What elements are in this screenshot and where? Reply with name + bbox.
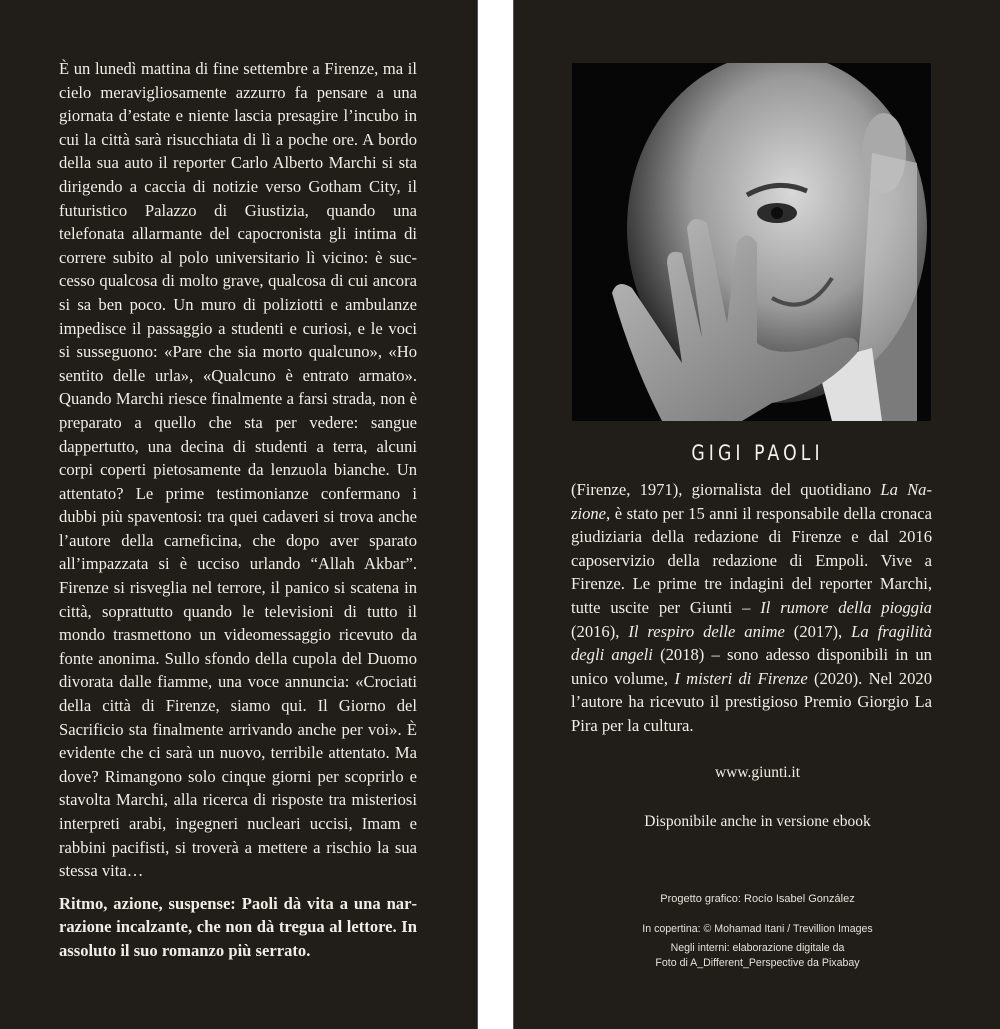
bio-title-la-nazione: La Nazione	[571, 480, 932, 523]
author-name: GIGI PAOLI	[691, 441, 824, 465]
synopsis-tagline: Ritmo, azione, suspense: Paoli dà vita a una narrazione incalzante, che non dà tregua al lettore. In assoluto il suo romanzo più serrato.	[59, 893, 417, 960]
author-bio	[571, 478, 932, 738]
ebook-availability-note: Disponibile anche in versione ebook	[644, 813, 871, 830]
synopsis-text-block	[59, 57, 417, 963]
flap-panel	[513, 0, 1000, 1029]
synopsis-paragraph: È un lunedì mattina di fine settembre a Firenze, ma il cielo meravigliosamente azzurro fa pensare a una giornata d’estate e niente lascia presagire l’incubo in cui la città sarà risucchiata di lì a poche ore. A bordo della sua auto il reporter Carlo Alberto Marchi si sta dirigendo a caccia di notizie verso Gotham City, il futuristico Palazzo di Giustizia, quando una telefonata allarmante del capocronista gli intima di correre subito al polo universitario lì vicino: è successo qualcosa di molto grave, qualcosa di cui ancora si sa ben poco. Un muro di poliziotti e ambulanze impedisce il passaggio a studenti e curiosi, e le voci si susseguono: «Pare che sia morto qualcuno», «Ho sentito delle urla», «Qualcuno è entrato armato». Quando Marchi riesce finalmente a farsi strada, non è preparato a quello che sta per vedere: sangue dappertutto, una decina di studenti a terra, alcuni corpi coperti pietosamente da lenzuola bianche. Un attentato? Le prime testimonianze confermano i dubbi più spaventosi: tra quei cadaveri si trova anche l’autore della carneficina, che dopo aver sparato all’impazzata si è ucciso urlando “Allah Akbar”. Firenze si risveglia nel terrore, il panico si scatena in città, soprattutto quando le televisioni di tutto il mondo trasmettono un videomessaggio ricevuto da fonte anonima. Sullo sfondo della cupola del Duomo divorata dalle fiamme, una voce annuncia: «Crociati della città di Firenze, siamo qui. Il Giorno del Sacrificio sta finalmente arrivando anche per voi». È evidente che ci sarà un nuovo, terribile attentato. Ma dove? Rimangono solo cinque giorni per scoprirlo e stavolta Marchi, alla ricerca di risposte tra misteriosi interpreti arabi, ingegneri nucleari uccisi, Imam e rabbini pacifisti, si troverà a mettere a rischio la sua stessa vita…	[59, 59, 417, 881]
bio-text: (2018) – sono adesso disponibili in un unico volume,	[571, 645, 932, 688]
back-cover-panel	[0, 0, 478, 1029]
publisher-website: www.giunti.it	[714, 764, 801, 781]
bio-title-rumore: Il rumore della pioggia	[760, 597, 932, 617]
credit-interior-images	[514, 941, 1000, 971]
bio-title-fragilita: La fragilità degli angeli	[571, 621, 933, 665]
author-photo	[572, 63, 931, 421]
credit-interior-line-2: Foto di A_Different_Perspective da Pixabay	[655, 957, 860, 969]
bio-text: (Firenze, 1971), giornalista del quotidiano	[571, 480, 881, 499]
bio-text: (2016),	[571, 621, 629, 641]
bio-text: (2020). Nel 2020 l’autore ha ricevuto il prestigioso Premio Giorgio La Pira per la cultura.	[571, 668, 932, 735]
author-portrait-image	[572, 63, 931, 421]
bio-text: , è stato per 15 anni il responsabile della cronaca giudiziaria della redazione di Firenze e dal 2016 caposervizio della redazione di Empoli. Vive a Firenze. Le prime tre indagini del reporter Marchi, tutte uscite per Giunti –	[571, 503, 932, 617]
credit-cover-image: In copertina: © Mohamad Itani / Trevillion Images	[642, 923, 873, 935]
credit-interior-line-1: Negli interni: elaborazione digitale da	[670, 942, 845, 954]
bio-title-misteri: I misteri di Firenze	[674, 668, 808, 688]
credit-graphic-design: Progetto grafico: Rocío Isabel González	[660, 893, 855, 905]
bio-text: (2017),	[784, 621, 852, 641]
bio-title-respiro: Il respiro delle anime	[628, 621, 785, 641]
